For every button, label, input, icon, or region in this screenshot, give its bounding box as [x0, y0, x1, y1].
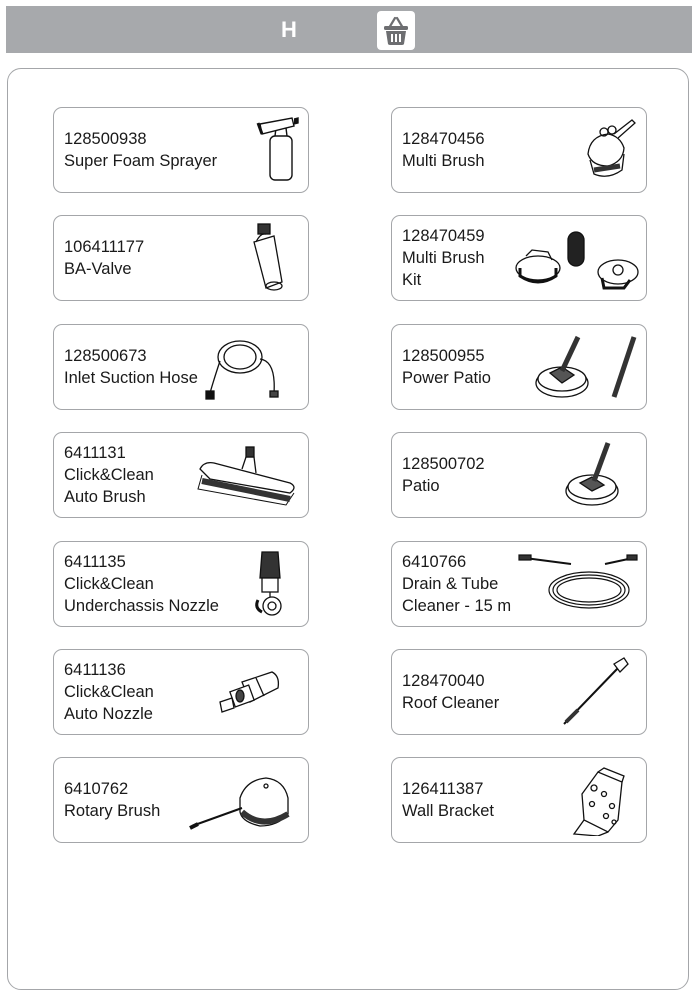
part-name: Click&Clean	[64, 575, 154, 593]
part-name: Drain & Tube	[402, 575, 499, 593]
auto-nozzle-icon	[208, 656, 288, 728]
roof-cleaner-icon	[528, 656, 638, 728]
shopping-basket-icon	[380, 14, 412, 47]
section-header	[6, 6, 692, 53]
part-number: 128470040	[402, 672, 485, 690]
auto-brush-icon	[190, 439, 300, 511]
accessory-card[interactable]	[53, 107, 309, 193]
part-name: Multi Brush	[402, 249, 485, 267]
accessory-card[interactable]	[53, 432, 309, 518]
part-number: 128500702	[402, 455, 485, 473]
part-number: 128470459	[402, 227, 485, 245]
part-name: Roof Cleaner	[402, 694, 500, 712]
part-number: 6411135	[64, 553, 126, 571]
accessory-card[interactable]	[391, 757, 647, 843]
part-name: Underchassis Nozzle	[64, 597, 219, 615]
accessory-card[interactable]	[53, 215, 309, 301]
part-name: Multi Brush	[402, 152, 485, 170]
part-name: BA-Valve	[64, 260, 132, 278]
part-name: Wall Bracket	[402, 802, 494, 820]
section-letter: H	[281, 17, 297, 42]
power-patio-icon	[522, 331, 642, 403]
part-number: 128470456	[402, 130, 485, 148]
wall-bracket-icon	[528, 764, 638, 836]
underchassis-nozzle-icon	[240, 548, 300, 620]
foam-sprayer-icon	[190, 114, 300, 186]
part-name: Kit	[402, 271, 422, 289]
basket-button[interactable]	[377, 11, 415, 50]
accessory-card[interactable]	[391, 649, 647, 735]
part-name: Click&Clean	[64, 466, 154, 484]
part-name: Cleaner - 15 m	[402, 597, 512, 615]
accessory-card[interactable]	[391, 432, 647, 518]
suction-hose-icon	[190, 331, 300, 403]
part-name: Patio	[402, 477, 440, 495]
accessory-card[interactable]	[391, 324, 647, 410]
patio-cleaner-icon	[528, 439, 638, 511]
accessory-card[interactable]	[53, 541, 309, 627]
part-number: 6411136	[64, 661, 126, 679]
accessory-card[interactable]	[53, 649, 309, 735]
part-number: 6411131	[64, 444, 126, 462]
accessory-card[interactable]	[391, 541, 647, 627]
part-name: Inlet Suction Hose	[64, 369, 198, 387]
part-name: Auto Brush	[64, 488, 146, 506]
part-name: Super Foam Sprayer	[64, 152, 218, 170]
accessory-card[interactable]	[53, 324, 309, 410]
part-number: 128500673	[64, 347, 147, 365]
accessories-panel	[7, 68, 689, 990]
part-number: 6410766	[402, 553, 467, 571]
part-number: 6410762	[64, 780, 129, 798]
part-number: 106411177	[64, 238, 145, 256]
rotary-brush-icon	[182, 764, 302, 836]
accessory-card[interactable]	[53, 757, 309, 843]
part-number: 128500955	[402, 347, 485, 365]
part-name: Power Patio	[402, 369, 491, 387]
drain-tube-icon	[515, 548, 640, 620]
accessory-card[interactable]	[391, 107, 647, 193]
accessory-card[interactable]	[391, 215, 647, 301]
multi-brush-icon	[528, 114, 638, 186]
part-name: Click&Clean	[64, 683, 154, 701]
part-name: Auto Nozzle	[64, 705, 153, 723]
part-name: Rotary Brush	[64, 802, 161, 820]
brush-kit-icon	[512, 222, 642, 294]
part-number: 128500938	[64, 130, 147, 148]
valve-icon	[190, 222, 300, 294]
part-number: 126411387	[402, 780, 484, 798]
